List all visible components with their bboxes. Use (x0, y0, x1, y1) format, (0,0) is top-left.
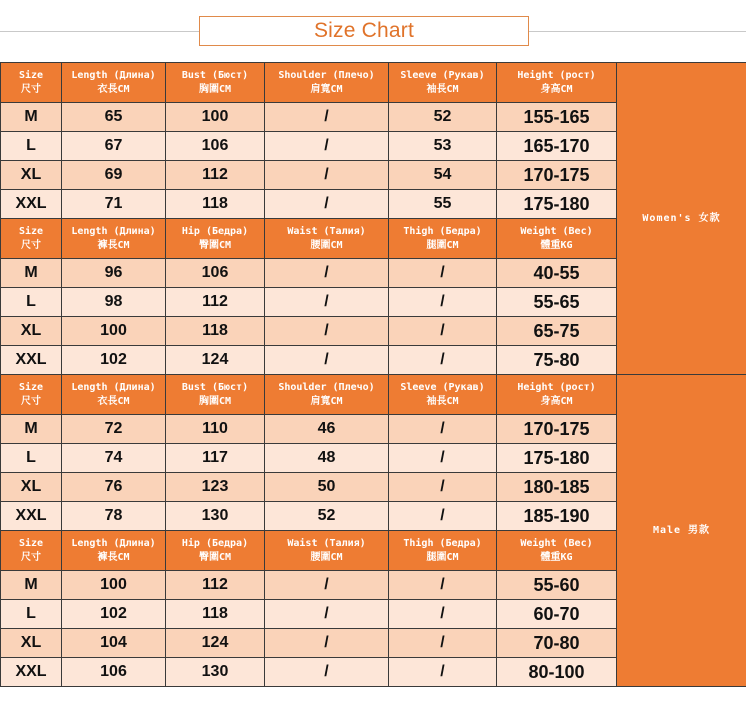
value-cell: 75-80 (497, 346, 617, 375)
header-cell-col2 (62, 375, 166, 415)
value-cell: / (265, 346, 389, 375)
value-cell: 118 (166, 317, 265, 346)
value-cell: 110 (166, 415, 265, 444)
header-label-cn: 衣長CM (97, 83, 130, 95)
header-cell-col4 (265, 219, 389, 259)
value-cell: 69 (62, 161, 166, 190)
header-cell-col3 (166, 375, 265, 415)
header-label-cn: 袖長CM (426, 395, 459, 407)
value-cell: 124 (166, 346, 265, 375)
value-cell: / (265, 259, 389, 288)
header-cell-col4 (265, 375, 389, 415)
header-label-en: Sleeve (Рукав) (400, 69, 485, 81)
header-label-cn: 腿圍CM (426, 239, 459, 251)
size-cell: M (1, 103, 62, 132)
size-cell: L (1, 132, 62, 161)
value-cell: 112 (166, 288, 265, 317)
header-label-cn: 臀圍CM (198, 551, 232, 563)
value-cell: / (389, 658, 497, 687)
value-cell: 118 (166, 190, 265, 219)
value-cell: / (389, 571, 497, 600)
header-label-cn: 體重KG (540, 551, 573, 563)
value-cell: / (389, 288, 497, 317)
value-cell: 102 (62, 600, 166, 629)
size-cell: L (1, 288, 62, 317)
value-cell: / (265, 103, 389, 132)
header-cell-col6 (497, 63, 617, 103)
header-label-en: Bust (Бюст) (181, 69, 249, 81)
value-cell: 165-170 (497, 132, 617, 161)
value-cell: 102 (62, 346, 166, 375)
header-label-cn: 肩寬CM (310, 395, 343, 407)
value-cell: 46 (265, 415, 389, 444)
size-cell: XL (1, 317, 62, 346)
size-cell: XXL (1, 502, 62, 531)
value-cell: / (265, 658, 389, 687)
value-cell: 170-175 (497, 415, 617, 444)
value-cell: / (389, 444, 497, 473)
value-cell: 112 (166, 571, 265, 600)
value-cell: 74 (62, 444, 166, 473)
value-cell: 185-190 (497, 502, 617, 531)
header-cell-col5 (389, 63, 497, 103)
value-cell: 180-185 (497, 473, 617, 502)
header-label-cn: 腿圍CM (426, 551, 459, 563)
value-cell: 70-80 (497, 629, 617, 658)
header-label-cn: 尺寸 (21, 395, 41, 407)
value-cell: / (389, 629, 497, 658)
header-cell-size (1, 219, 62, 259)
value-cell: 98 (62, 288, 166, 317)
header-label-cn: 腰圍CM (310, 551, 343, 563)
value-cell: 48 (265, 444, 389, 473)
size-cell: L (1, 444, 62, 473)
header-label-en: Length (Длина) (71, 69, 156, 81)
value-cell: 50 (265, 473, 389, 502)
header-label-cn: 袖長CM (426, 83, 459, 95)
header-label-en: Length (Длина) (71, 537, 156, 549)
value-cell: / (389, 600, 497, 629)
value-cell: 170-175 (497, 161, 617, 190)
value-cell: / (389, 259, 497, 288)
section-label: Male 男款 (617, 375, 746, 687)
value-cell: / (265, 317, 389, 346)
header-label-en: Bust (Бюст) (181, 381, 249, 393)
header-label-cn: 體重KG (540, 239, 573, 251)
header-label-en: Waist (Талия) (287, 225, 366, 237)
section-label: Women's 女款 (617, 63, 746, 375)
value-cell: 52 (389, 103, 497, 132)
size-cell: XXL (1, 658, 62, 687)
value-cell: 155-165 (497, 103, 617, 132)
header-label-cn: 衣長CM (97, 395, 130, 407)
header-label-en: Size (18, 225, 44, 237)
header-label-cn: 褲長CM (97, 551, 130, 563)
header-label-en: Size (18, 537, 44, 549)
header-cell-col6 (497, 375, 617, 415)
value-cell: 76 (62, 473, 166, 502)
value-cell: 118 (166, 600, 265, 629)
header-cell-col4 (265, 531, 389, 571)
header-label-en: Hip (Бедра) (181, 537, 249, 549)
size-cell: XL (1, 473, 62, 502)
value-cell: 60-70 (497, 600, 617, 629)
page-title: Size Chart (199, 16, 529, 46)
value-cell: 40-55 (497, 259, 617, 288)
size-cell: XL (1, 629, 62, 658)
header-cell-col2 (62, 531, 166, 571)
value-cell: 55-60 (497, 571, 617, 600)
value-cell: 175-180 (497, 190, 617, 219)
value-cell: 53 (389, 132, 497, 161)
header-cell-size (1, 531, 62, 571)
value-cell: 175-180 (497, 444, 617, 473)
value-cell: 55-65 (497, 288, 617, 317)
value-cell: 112 (166, 161, 265, 190)
header-cell-col5 (389, 375, 497, 415)
value-cell: / (265, 600, 389, 629)
header-label-cn: 肩寬CM (310, 83, 343, 95)
value-cell: 106 (166, 132, 265, 161)
value-cell: 106 (166, 259, 265, 288)
value-cell: / (389, 317, 497, 346)
value-cell: / (389, 346, 497, 375)
header-label-cn: 身高CM (540, 83, 573, 95)
value-cell: / (389, 473, 497, 502)
header-label-cn: 尺寸 (21, 239, 41, 251)
header-label-en: Waist (Талия) (287, 537, 366, 549)
size-cell: M (1, 415, 62, 444)
value-cell: 52 (265, 502, 389, 531)
size-chart-table (0, 62, 746, 687)
header-cell-col3 (166, 219, 265, 259)
header-label-cn: 尺寸 (21, 83, 41, 95)
value-cell: / (389, 415, 497, 444)
value-cell: 104 (62, 629, 166, 658)
header-label-en: Weight (Вес) (520, 537, 593, 549)
header-label-en: Sleeve (Рукав) (400, 381, 485, 393)
header-label-cn: 胸圍CM (198, 395, 232, 407)
value-cell: / (265, 288, 389, 317)
value-cell: / (265, 571, 389, 600)
value-cell: 72 (62, 415, 166, 444)
value-cell: / (389, 502, 497, 531)
header-cell-col5 (389, 219, 497, 259)
value-cell: 106 (62, 658, 166, 687)
header-label-en: Weight (Вес) (520, 225, 593, 237)
header-label-en: Length (Длина) (71, 381, 156, 393)
size-cell: XXL (1, 190, 62, 219)
value-cell: 67 (62, 132, 166, 161)
header-label-en: Shoulder (Плечо) (278, 69, 375, 81)
value-cell: 54 (389, 161, 497, 190)
header-label-cn: 臀圍CM (198, 239, 232, 251)
value-cell: / (265, 190, 389, 219)
header-cell-col2 (62, 63, 166, 103)
header-label-cn: 腰圍CM (310, 239, 343, 251)
size-cell: M (1, 259, 62, 288)
header-label-en: Thigh (Бедра) (403, 225, 482, 237)
value-cell: 100 (166, 103, 265, 132)
value-cell: 124 (166, 629, 265, 658)
value-cell: 123 (166, 473, 265, 502)
header-label-cn: 尺寸 (21, 551, 41, 563)
size-cell: XL (1, 161, 62, 190)
value-cell: 100 (62, 317, 166, 346)
header-label-en: Size (18, 381, 44, 393)
header-cell-col3 (166, 63, 265, 103)
value-cell: 80-100 (497, 658, 617, 687)
value-cell: 96 (62, 259, 166, 288)
header-row (1, 375, 746, 415)
header-label-cn: 褲長CM (97, 239, 130, 251)
value-cell: 100 (62, 571, 166, 600)
header-label-cn: 身高CM (540, 395, 573, 407)
value-cell: / (265, 161, 389, 190)
header-label-en: Thigh (Бедра) (403, 537, 482, 549)
size-cell: M (1, 571, 62, 600)
value-cell: 78 (62, 502, 166, 531)
value-cell: 71 (62, 190, 166, 219)
header-label-en: Hip (Бедра) (181, 225, 249, 237)
header-cell-size (1, 375, 62, 415)
value-cell: 65 (62, 103, 166, 132)
value-cell: / (265, 629, 389, 658)
size-cell: XXL (1, 346, 62, 375)
header-label-en: Shoulder (Плечо) (278, 381, 375, 393)
value-cell: 130 (166, 658, 265, 687)
header-label-cn: 胸圍CM (198, 83, 232, 95)
header-cell-col3 (166, 531, 265, 571)
header-cell-col4 (265, 63, 389, 103)
value-cell: 55 (389, 190, 497, 219)
header-cell-col2 (62, 219, 166, 259)
header-cell-col6 (497, 531, 617, 571)
value-cell: 65-75 (497, 317, 617, 346)
header-cell-size (1, 63, 62, 103)
header-cell-col6 (497, 219, 617, 259)
header-label-en: Height (рост) (517, 69, 596, 81)
header-row (1, 63, 746, 103)
value-cell: 130 (166, 502, 265, 531)
value-cell: 117 (166, 444, 265, 473)
header-label-en: Size (18, 69, 44, 81)
header-cell-col5 (389, 531, 497, 571)
size-cell: L (1, 600, 62, 629)
value-cell: / (265, 132, 389, 161)
header-label-en: Height (рост) (517, 381, 596, 393)
header-label-en: Length (Длина) (71, 225, 156, 237)
